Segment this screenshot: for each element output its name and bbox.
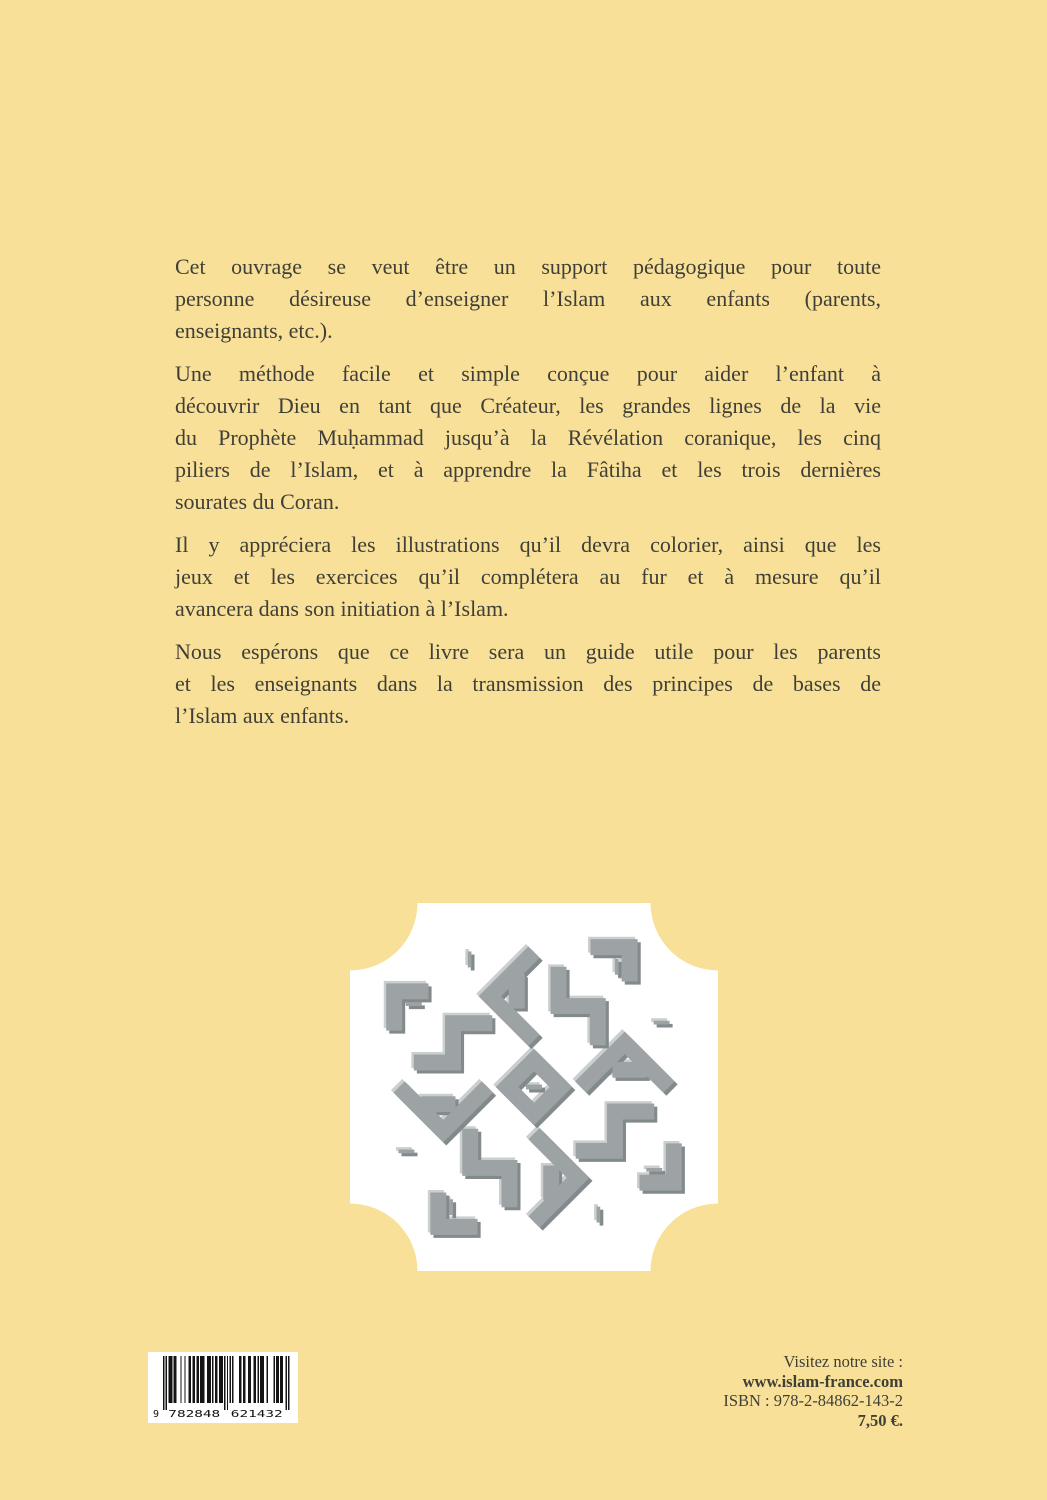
svg-text:621432: 621432 <box>230 1409 283 1419</box>
body-line: du Prophète Muḥammad jusqu’à la Révélation coranique, les cinq <box>175 425 881 450</box>
body-line: enseignants, etc.). <box>175 318 333 343</box>
body-line: Cet ouvrage se veut être un support pédagogique pour toute <box>175 254 881 279</box>
svg-text:782848: 782848 <box>167 1409 220 1419</box>
website-url: www.islam-france.com <box>742 1371 903 1391</box>
body-line: jeux et les exercices qu’il complétera au fur et à mesure qu’il <box>175 564 881 589</box>
isbn-barcode <box>148 1352 298 1423</box>
isbn-barcode-svg <box>153 1356 294 1419</box>
body-line: piliers de l’Islam, et à apprendre la Fâtiha et les trois dernières <box>175 457 881 482</box>
body-line: Une méthode facile et simple conçue pour aider l’enfant à <box>175 361 881 386</box>
body-copy <box>175 240 881 743</box>
body-line: Il y appréciera les illustrations qu’il devra colorier, ainsi que les <box>175 532 881 557</box>
kufic-emblem-icon <box>350 903 718 1271</box>
body-line: Nous espérons que ce livre sera un guide utile pour les parents <box>175 639 881 664</box>
body-line: découvrir Dieu en tant que Créateur, les grandes lignes de la vie <box>175 393 881 418</box>
isbn-text: ISBN : 978-2-84862-143-2 <box>723 1391 903 1410</box>
svg-text:9: 9 <box>152 1409 159 1419</box>
price-text: 7,50 €. <box>857 1410 903 1430</box>
publisher-info <box>723 1352 903 1430</box>
body-line: l’Islam aux enfants. <box>175 703 350 728</box>
body-line: personne désireuse d’enseigner l’Islam aux enfants (parents, <box>175 286 881 311</box>
body-line: avancera dans son initiation à l’Islam. <box>175 596 509 621</box>
publisher-logo-panel <box>350 903 718 1271</box>
visit-site-label: Visitez notre site : <box>783 1352 903 1371</box>
body-line: et les enseignants dans la transmission des principes de bases de <box>175 671 881 696</box>
body-line: sourates du Coran. <box>175 489 340 514</box>
